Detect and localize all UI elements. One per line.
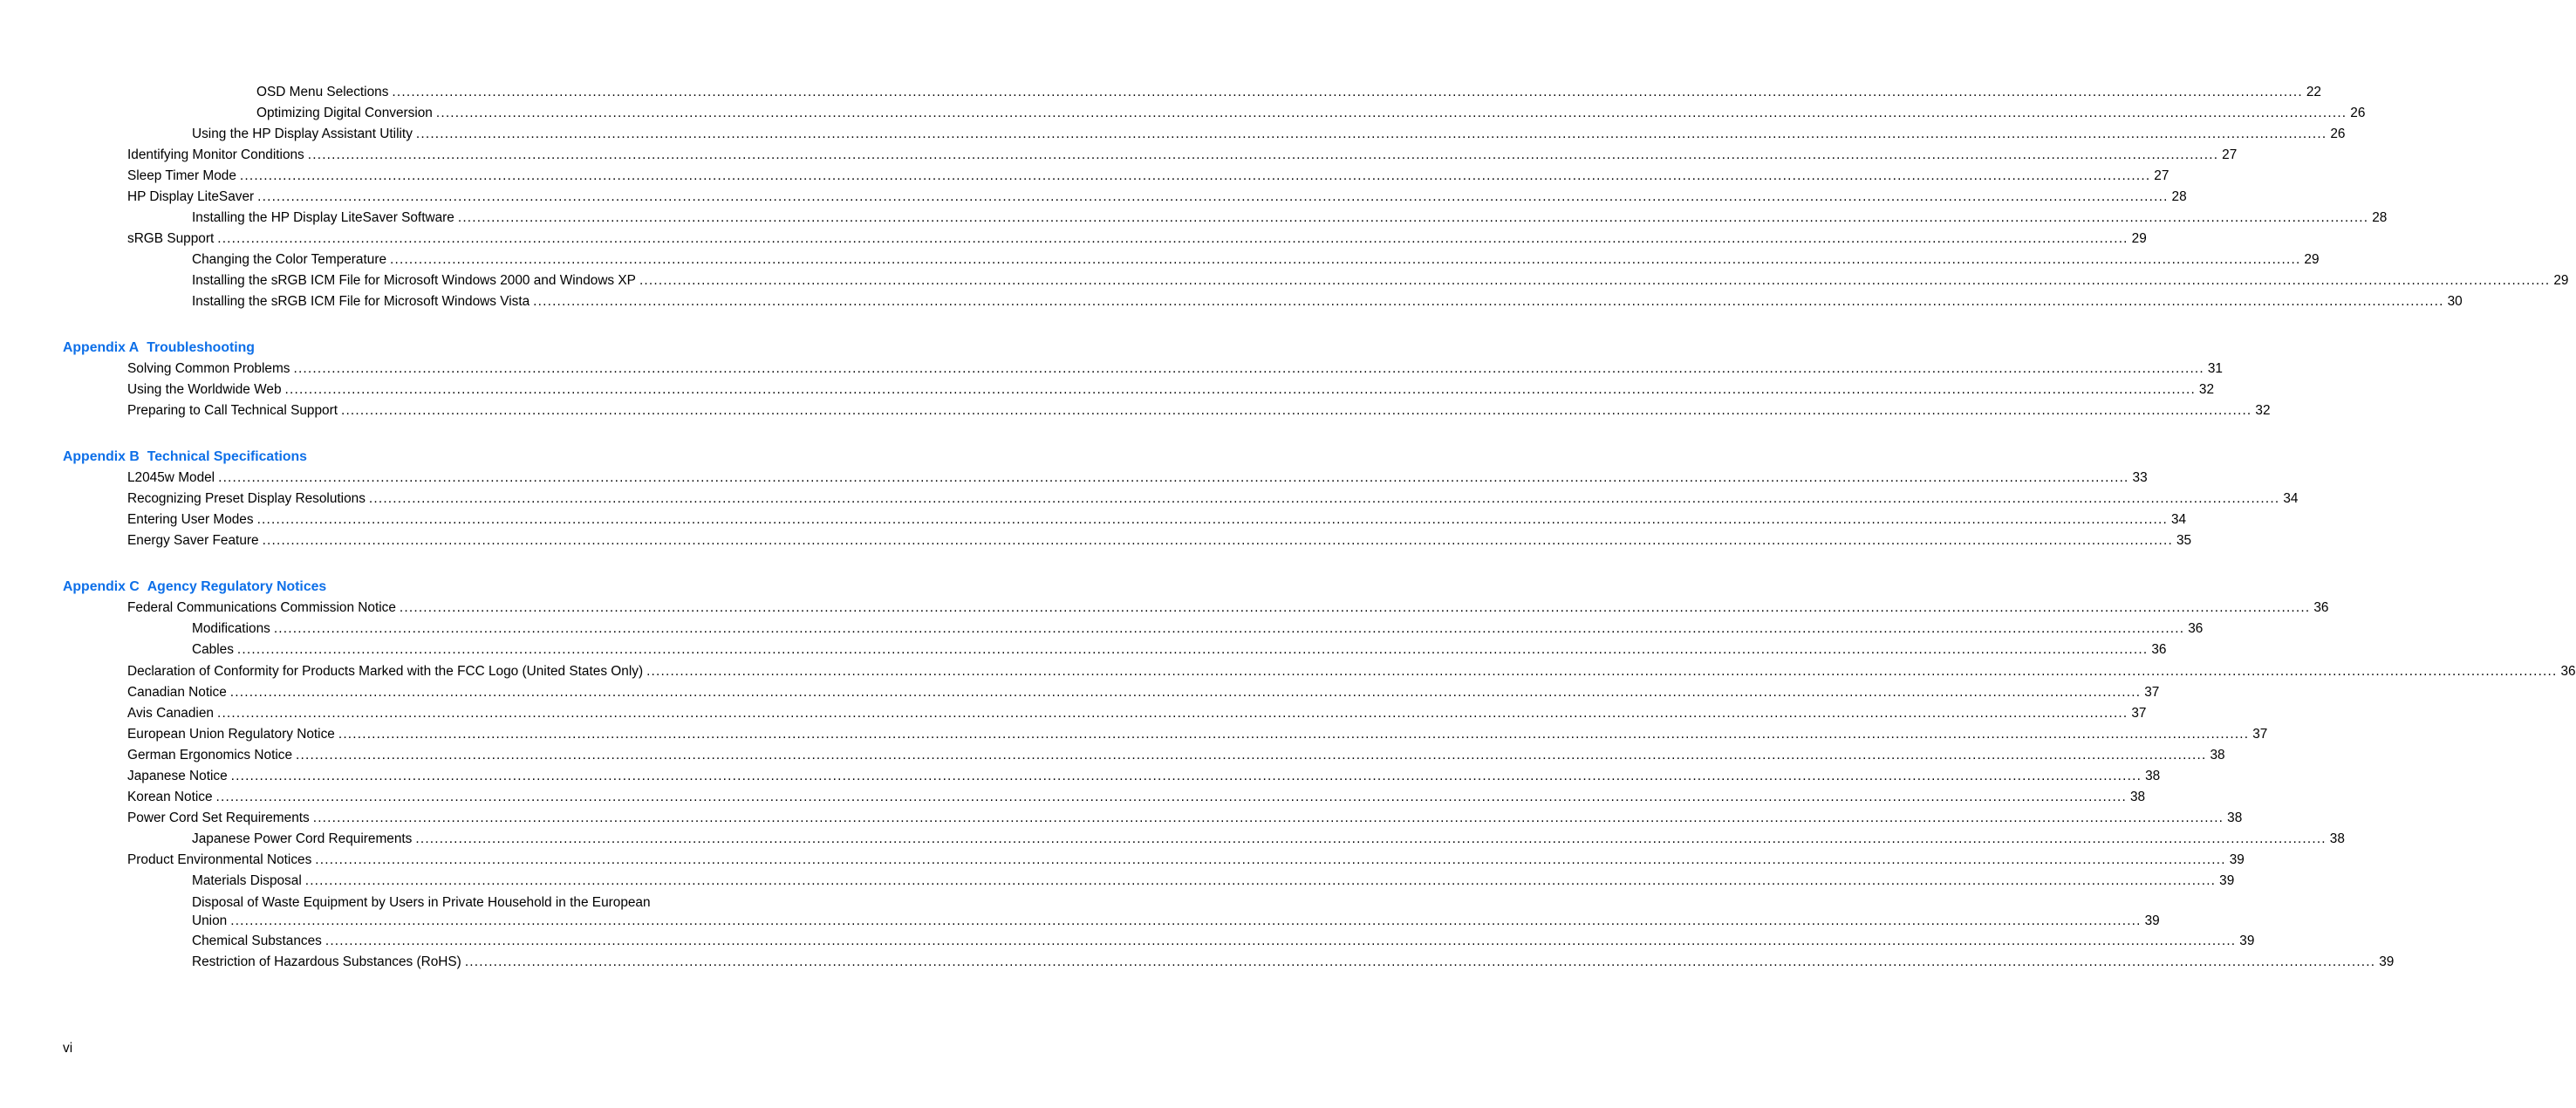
dot-leader: ................................................................................................................................................................................................................................................................................................................................................................................................................: [415, 127, 2327, 141]
dot-leader: ................................................................................................................................................................................................................................................................................................................................................................................................................: [230, 913, 2142, 928]
toc-entry[interactable]: [192, 209, 2388, 227]
toc-entry-page: 36: [2557, 663, 2575, 681]
dot-leader: ................................................................................................................................................................................................................................................................................................................................................................................................................: [464, 954, 2376, 969]
toc-entry-page: 27: [2218, 147, 2237, 164]
toc-entry[interactable]: [192, 831, 2345, 848]
toc-entry-title: Japanese Power Cord Requirements: [192, 831, 415, 848]
appendix-c-heading[interactable]: [63, 578, 326, 597]
toc-entry-page: 38: [2127, 789, 2145, 806]
toc-entry-title: European Union Regulatory Notice: [127, 726, 338, 743]
toc-entry[interactable]: [192, 933, 2255, 950]
dot-leader: ................................................................................................................................................................................................................................................................................................................................................................................................................: [340, 403, 2252, 418]
toc-entry-page: 32: [2196, 381, 2214, 399]
toc-entry-page: 29: [2128, 230, 2147, 248]
toc-entry[interactable]: [127, 360, 2223, 378]
toc-entry[interactable]: [192, 872, 2235, 890]
toc-entry[interactable]: [192, 620, 2204, 638]
dot-leader: ................................................................................................................................................................................................................................................................................................................................................................................................................: [390, 252, 2301, 267]
toc-entry-title: Changing the Color Temperature: [192, 251, 390, 269]
toc-entry-title: L2045w Model: [127, 469, 218, 487]
toc-entry-page: 38: [2142, 768, 2160, 785]
toc-entry-page: 38: [2224, 810, 2242, 827]
dot-leader: ................................................................................................................................................................................................................................................................................................................................................................................................................: [639, 273, 2551, 288]
toc-entry-page: 26: [2327, 126, 2345, 143]
toc-entry[interactable]: [127, 852, 2245, 869]
toc-entry-page: 38: [2206, 747, 2224, 764]
toc-entry-page: 34: [2168, 511, 2186, 529]
toc-entry-page: 39: [2236, 933, 2254, 950]
toc-entry[interactable]: [127, 469, 2148, 487]
toc-entry-page: 32: [2251, 402, 2270, 420]
dot-leader: ................................................................................................................................................................................................................................................................................................................................................................................................................: [229, 685, 2142, 700]
appendix-title: Technical Specifications: [147, 449, 307, 464]
appendix-label: Appendix A: [63, 340, 140, 355]
toc-entry-title: Sleep Timer Mode: [127, 168, 240, 185]
toc-entry-title: Optimizing Digital Conversion: [256, 105, 436, 122]
toc-entry-title: Solving Common Problems: [127, 360, 293, 378]
toc-entry-title: OSD Menu Selections: [256, 84, 392, 101]
toc-entry[interactable]: [127, 147, 2238, 164]
toc-entry-page: 33: [2129, 469, 2148, 487]
toc-entry-page: 22: [2303, 84, 2321, 101]
toc-entry[interactable]: [127, 599, 2329, 617]
toc-entry-title: Identifying Monitor Conditions: [127, 147, 308, 164]
toc-entry-title: Declaration of Conformity for Products Marked with the FCC Logo (United States Only): [127, 663, 646, 681]
toc-entry[interactable]: [127, 663, 2576, 681]
dot-leader: ................................................................................................................................................................................................................................................................................................................................................................................................................: [325, 934, 2237, 948]
toc-entry-page: 39: [2142, 912, 2160, 930]
dot-leader: ................................................................................................................................................................................................................................................................................................................................................................................................................: [435, 106, 2347, 120]
toc-entry-title: German Ergonomics Notice: [127, 747, 296, 764]
toc-entry-page: 37: [2128, 705, 2146, 722]
toc-entry-page: 37: [2249, 726, 2267, 743]
toc-entry-page: 29: [2300, 251, 2319, 269]
toc-entry-title: Installing the sRGB ICM File for Microsoft Windows 2000 and Windows XP: [192, 272, 639, 290]
toc-entry-title: Canadian Notice: [127, 684, 230, 701]
toc-entry-page: 37: [2141, 684, 2159, 701]
toc-entry-title: Product Environmental Notices: [127, 852, 315, 869]
toc-entry[interactable]: [127, 684, 2160, 701]
appendix-title: Troubleshooting: [147, 340, 255, 355]
dot-leader: ................................................................................................................................................................................................................................................................................................................................................................................................................: [273, 621, 2185, 636]
toc-entry-page: 34: [2279, 490, 2298, 508]
toc-entry[interactable]: [256, 84, 2321, 101]
dot-leader: ................................................................................................................................................................................................................................................................................................................................................................................................................: [257, 189, 2169, 204]
toc-entry-title: Using the Worldwide Web: [127, 381, 285, 399]
toc-entry-page: 36: [2310, 599, 2328, 617]
toc-entry-page: 35: [2173, 532, 2191, 550]
toc-entry-title: Installing the sRGB ICM File for Microsoft Windows Vista: [192, 293, 533, 311]
toc-entry-title: Korean Notice: [127, 789, 216, 806]
dot-leader: ................................................................................................................................................................................................................................................................................................................................................................................................................: [533, 294, 2444, 309]
toc-entry[interactable]: [127, 705, 2147, 722]
toc-entry-title: Power Cord Set Requirements: [127, 810, 313, 827]
toc-entry-title: Modifications: [192, 620, 274, 638]
toc-entry-title: Preparing to Call Technical Support: [127, 402, 341, 420]
toc-entry-page: 38: [2327, 831, 2345, 848]
toc-entry-page: 39: [2216, 872, 2234, 890]
dot-leader: ................................................................................................................................................................................................................................................................................................................................................................................................................: [368, 491, 2280, 506]
toc-entry-title: Cables: [192, 641, 237, 659]
toc-entry-page: 39: [2226, 852, 2245, 869]
toc-entry-page: 29: [2550, 272, 2568, 290]
toc-entry-page: 30: [2444, 293, 2463, 311]
toc-entry[interactable]: [127, 188, 2187, 206]
dot-leader: ................................................................................................................................................................................................................................................................................................................................................................................................................: [338, 727, 2250, 742]
dot-leader: ................................................................................................................................................................................................................................................................................................................................................................................................................: [392, 85, 2303, 99]
dot-leader: ................................................................................................................................................................................................................................................................................................................................................................................................................: [217, 231, 2128, 246]
toc-entry[interactable]: [127, 810, 2243, 827]
toc-entry[interactable]: [127, 511, 2187, 529]
toc-entry-title: HP Display LiteSaver: [127, 188, 257, 206]
dot-leader: ................................................................................................................................................................................................................................................................................................................................................................................................................: [399, 600, 2311, 615]
toc-entry-page: 27: [2150, 168, 2169, 185]
toc-entry-title: Using the HP Display Assistant Utility: [192, 126, 416, 143]
dot-leader: ................................................................................................................................................................................................................................................................................................................................................................................................................: [312, 810, 2224, 825]
toc-entry-title-continued: Union: [192, 912, 230, 930]
toc-entry-title: sRGB Support: [127, 230, 217, 248]
toc-entry[interactable]: [127, 532, 2192, 550]
toc-entry[interactable]: [192, 641, 2167, 659]
appendix-label: Appendix B: [63, 449, 140, 464]
toc-entry-page: 28: [2368, 209, 2387, 227]
toc-entry[interactable]: [127, 230, 2147, 248]
toc-entry[interactable]: [256, 105, 2366, 122]
dot-leader: ................................................................................................................................................................................................................................................................................................................................................................................................................: [215, 790, 2127, 804]
toc-entry[interactable]: [127, 381, 2215, 399]
toc-entry[interactable]: [192, 251, 2320, 269]
toc-entry[interactable]: [127, 747, 2225, 764]
appendix-title: Agency Regulatory Notices: [147, 579, 327, 594]
dot-leader: ................................................................................................................................................................................................................................................................................................................................................................................................................: [304, 873, 2217, 888]
toc-entry[interactable]: [192, 954, 2395, 971]
toc-entry[interactable]: [192, 272, 2569, 290]
toc-entry-page: 26: [2347, 105, 2365, 122]
appendix-label: Appendix C: [63, 579, 140, 594]
toc-entry-page: 36: [2184, 620, 2203, 638]
dot-leader: ................................................................................................................................................................................................................................................................................................................................................................................................................: [218, 470, 2129, 485]
toc-entry[interactable]: [192, 293, 2463, 311]
toc-entry-title: Installing the HP Display LiteSaver Software: [192, 209, 458, 227]
toc-entry[interactable]: [127, 726, 2268, 743]
dot-leader: ................................................................................................................................................................................................................................................................................................................................................................................................................: [239, 168, 2151, 183]
dot-leader: ................................................................................................................................................................................................................................................................................................................................................................................................................: [315, 852, 2226, 867]
appendix-a-heading[interactable]: [63, 339, 255, 358]
toc-entry-title: Entering User Modes: [127, 511, 257, 529]
dot-leader: ................................................................................................................................................................................................................................................................................................................................................................................................................: [293, 361, 2204, 376]
toc-entry-page: 28: [2169, 188, 2187, 206]
appendix-b-heading[interactable]: [63, 448, 307, 467]
toc-entry-title: Restriction of Hazardous Substances (RoHS): [192, 954, 465, 971]
dot-leader: ................................................................................................................................................................................................................................................................................................................................................................................................................: [236, 642, 2149, 657]
toc-entry-title: Energy Saver Feature: [127, 532, 263, 550]
toc-entry-page: 39: [2375, 954, 2394, 971]
toc-entry-title: Disposal of Waste Equipment by Users in Private Household in the European: [192, 895, 651, 910]
toc-entry[interactable]: [127, 789, 2146, 806]
toc-entry-page: 36: [2148, 641, 2166, 659]
dot-leader: ................................................................................................................................................................................................................................................................................................................................................................................................................: [284, 382, 2196, 397]
toc-entry-title: Recognizing Preset Display Resolutions: [127, 490, 369, 508]
toc-entry-title: Japanese Notice: [127, 768, 231, 785]
toc-entry[interactable]: [127, 768, 2161, 785]
toc-entry[interactable]: [192, 126, 2346, 143]
dot-leader: ................................................................................................................................................................................................................................................................................................................................................................................................................: [457, 210, 2369, 225]
dot-leader: ................................................................................................................................................................................................................................................................................................................................................................................................................: [262, 533, 2173, 548]
dot-leader: ................................................................................................................................................................................................................................................................................................................................................................................................................: [307, 147, 2219, 162]
toc-entry-title: Avis Canadien: [127, 705, 217, 722]
toc-entry-title: Chemical Substances: [192, 933, 325, 950]
toc-entry-title: Federal Communications Commission Notice: [127, 599, 400, 617]
toc-entry[interactable]: [127, 402, 2271, 420]
toc-entry-page: 31: [2204, 360, 2223, 378]
dot-leader: ................................................................................................................................................................................................................................................................................................................................................................................................................: [296, 748, 2207, 763]
toc-entry[interactable]: [127, 168, 2169, 185]
toc-entry[interactable]: [127, 490, 2299, 508]
toc-entry-title: Materials Disposal: [192, 872, 305, 890]
dot-leader: ................................................................................................................................................................................................................................................................................................................................................................................................................: [216, 706, 2128, 721]
dot-leader: ................................................................................................................................................................................................................................................................................................................................................................................................................: [230, 769, 2142, 783]
dot-leader: ................................................................................................................................................................................................................................................................................................................................................................................................................: [256, 512, 2168, 527]
toc-entry[interactable]: [192, 893, 2160, 930]
dot-leader: ................................................................................................................................................................................................................................................................................................................................................................................................................: [646, 664, 2558, 679]
page-number: vi: [63, 1041, 73, 1056]
dot-leader: ................................................................................................................................................................................................................................................................................................................................................................................................................: [415, 831, 2327, 846]
